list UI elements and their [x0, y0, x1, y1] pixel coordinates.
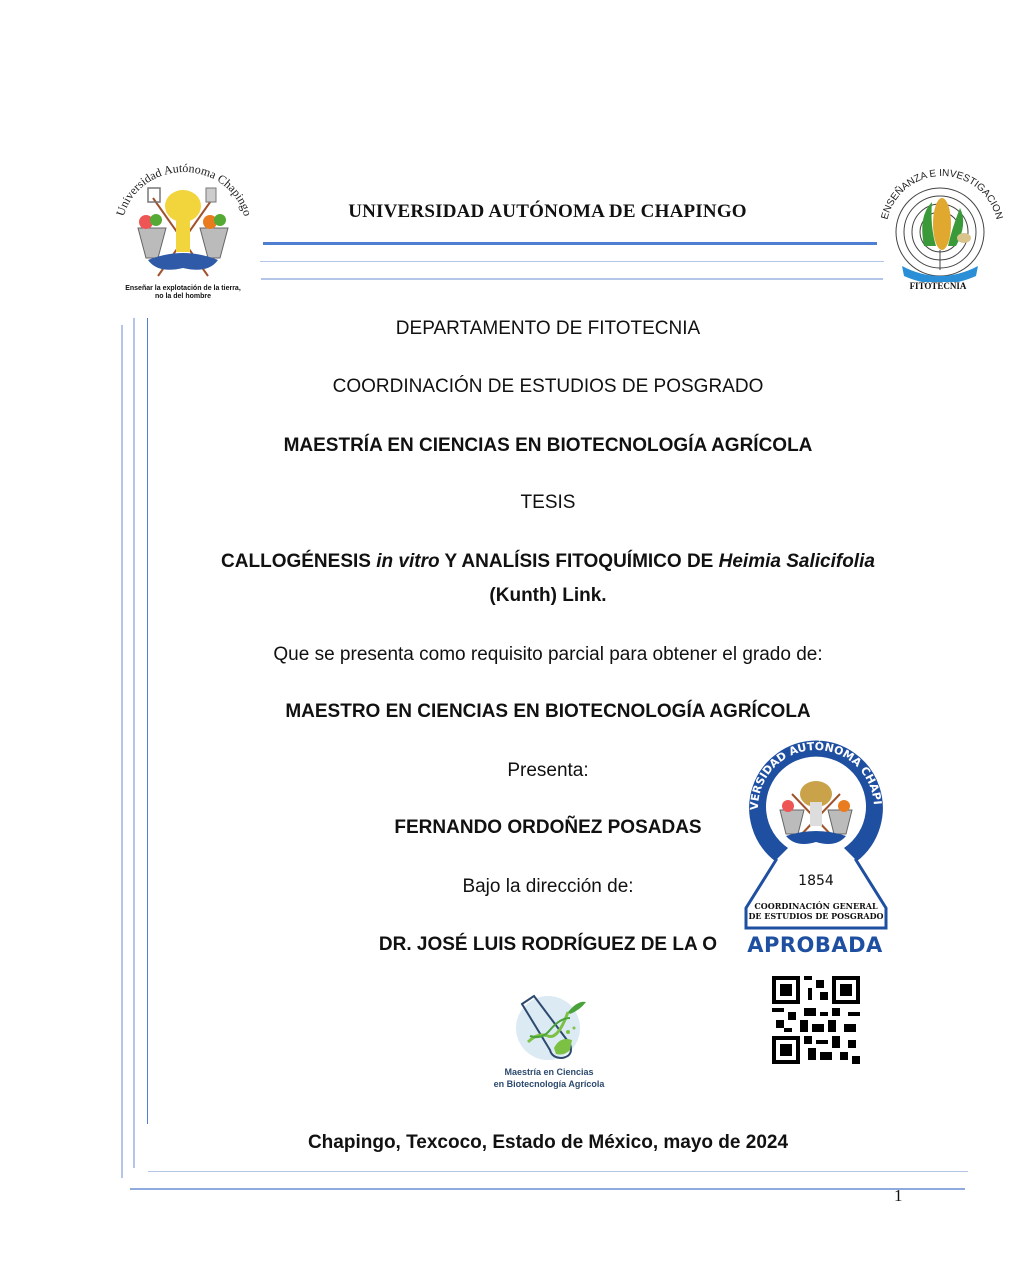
logo-arc-text: Universidad Autónoma Chapingo	[113, 160, 255, 218]
margin-rule-2	[133, 318, 135, 1168]
department: DEPARTAMENTO DE FITOTECNIA	[395, 318, 701, 339]
motto-line-2: no la del hombre	[154, 293, 211, 300]
qr-code-icon	[772, 976, 860, 1064]
requirement-text: Que se presenta como requisito parcial para obtener el grado de:	[273, 644, 823, 665]
director-label: Bajo la dirección de:	[462, 876, 634, 897]
document-type: TESIS	[520, 492, 576, 513]
chapingo-university-logo	[108, 158, 258, 284]
thesis-title-part1: CALLOGÉNESIS	[221, 551, 377, 572]
dna-flask-logo-icon	[508, 992, 594, 1064]
motto-line-1: Enseñar la explotación de la tierra,	[125, 285, 241, 292]
program-logo-line-1: Maestría en Ciencias	[504, 1067, 594, 1077]
thesis-title-part3: Y ANALÍSIS FITOQUÍMICO DE	[439, 551, 719, 572]
footer-rule-1	[148, 1171, 968, 1172]
author-name: FERNANDO ORDOÑEZ POSADAS	[394, 817, 702, 838]
coordination: COORDINACIÓN DE ESTUDIOS DE POSGRADO	[332, 376, 764, 397]
fitotecnia-arc-text: ENSEÑANZA E INVESTIGACION	[879, 167, 1005, 221]
thesis-title	[148, 551, 948, 573]
presents-label: Presenta:	[507, 760, 589, 781]
seal-arc-text: VERSIDAD AUTÓNOMA CHAPI	[747, 739, 884, 811]
fitotecnia-logo	[872, 166, 1008, 282]
seal-coordination	[748, 901, 884, 921]
page-number: 1	[894, 1186, 903, 1205]
director-name: DR. JOSÉ LUIS RODRÍGUEZ DE LA O	[378, 934, 718, 955]
thesis-title-in-vitro: in vitro	[376, 551, 440, 572]
thesis-title-line2: (Kunth) Link.	[489, 585, 607, 606]
seal-year: 1854	[798, 873, 834, 889]
program-logo-line-2: en Biotecnología Agrícola	[493, 1079, 605, 1089]
header-rule-2	[260, 261, 884, 262]
approval-status: APROBADA	[747, 933, 883, 957]
degree-name: MAESTRO EN CIENCIAS EN BIOTECNOLOGÍA AGRÍCOLA	[285, 701, 811, 722]
fitotecnia-label: FITOTECNIA	[909, 281, 967, 291]
thesis-title-species: Heimia Salicifolia	[718, 551, 875, 572]
footer-rule-2	[130, 1188, 965, 1190]
university-name: UNIVERSIDAD AUTÓNOMA DE CHAPINGO	[348, 201, 747, 222]
place-date: Chapingo, Texcoco, Estado de México, mayo de 2024	[307, 1132, 789, 1153]
program-logo-text	[486, 1066, 612, 1090]
header-rule-1	[263, 242, 877, 245]
seal-coord-line-2: DE ESTUDIOS DE POSGRADO	[748, 911, 884, 921]
header-rule-3	[261, 278, 883, 280]
seal-coord-line-1: COORDINACIÓN GENERAL	[754, 901, 878, 911]
program-name: MAESTRÍA EN CIENCIAS EN BIOTECNOLOGÍA AGRÍCOLA	[283, 435, 813, 456]
university-motto	[108, 285, 258, 301]
margin-rule-1	[121, 325, 123, 1178]
